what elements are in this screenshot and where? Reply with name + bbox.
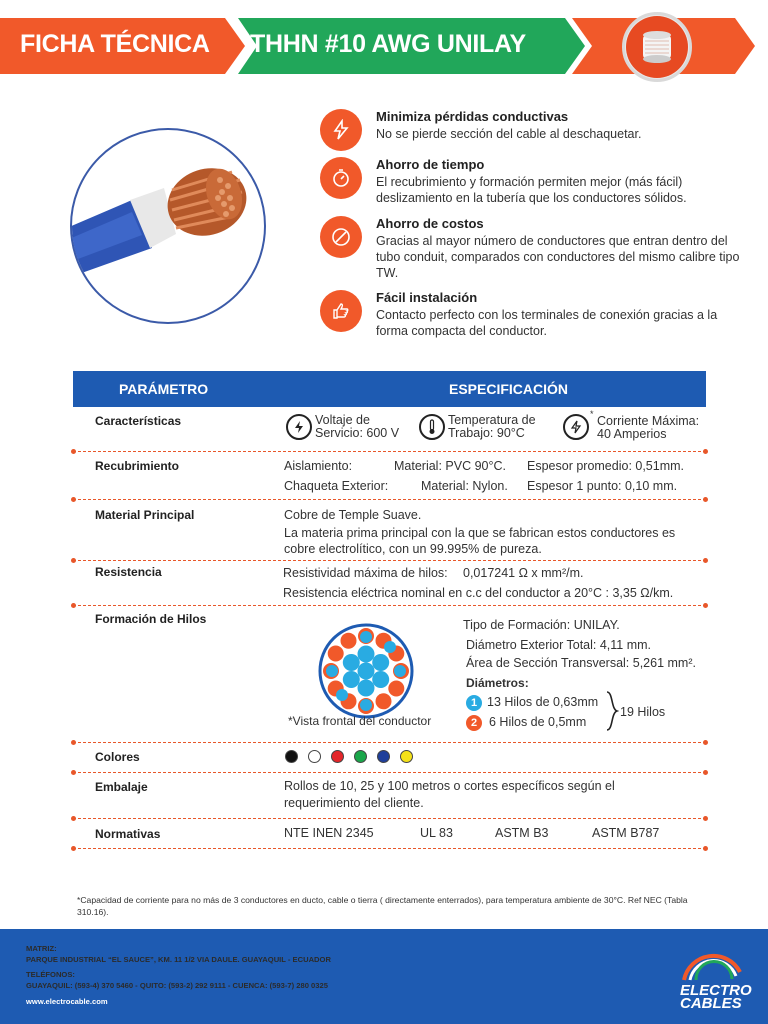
footer-telefonos: GUAYAQUIL: (593-4) 370 5460 - QUITO: (593-2) 292 9111 - CUENCA: (593-7) 280 0325 xyxy=(26,981,328,990)
conductor-cross-section xyxy=(318,623,414,719)
benefit-title: Fácil instalación xyxy=(376,290,478,305)
spec-diametros-title: Diámetros: xyxy=(466,676,529,690)
spec-material-line1: Cobre de Temple Suave. xyxy=(284,508,422,522)
spec-corriente-valor: 40 Amperios xyxy=(597,427,667,441)
benefit-text: Gracias al mayor número de conductores que entran dentro del tubo conduit, comparados con conductores del mismo calibre tipo TW. xyxy=(376,234,740,280)
lightning-icon xyxy=(320,109,362,151)
row-separator xyxy=(73,818,706,819)
spec-chaqueta-espesor: Espesor 1 punto: 0,10 mm. xyxy=(527,479,678,493)
benefit-item xyxy=(320,109,740,155)
spec-voltaje-valor: Servicio: 600 V xyxy=(315,426,400,440)
spec-area: Área de Sección Transversal: 5,261 mm². xyxy=(466,656,696,670)
electrocables-logo-icon xyxy=(680,942,744,982)
spec-material-line2: La materia prima principal con la que se fabrican estos conductores es xyxy=(284,526,676,540)
cable-image xyxy=(70,128,266,324)
spec-diametro: Diámetro Exterior Total: 4,11 mm. xyxy=(466,638,652,652)
benefit-item xyxy=(320,216,740,280)
stopwatch-icon xyxy=(320,157,362,199)
color-swatch-blue xyxy=(377,750,390,763)
row-label-formacion: Formación de Hilos xyxy=(95,612,207,626)
spec-chaqueta-material: Material: Nylon. xyxy=(421,479,508,493)
header-title-right: THHN #10 AWG UNILAY xyxy=(250,30,526,58)
spec-resistividad: Resistividad máxima de hilos: xyxy=(283,566,448,580)
row-separator xyxy=(73,499,706,500)
table-header xyxy=(73,371,706,407)
benefit-item xyxy=(320,157,740,203)
spec-chaqueta: Chaqueta Exterior: xyxy=(284,479,389,493)
column-header-especificacion: ESPECIFICACIÓN xyxy=(449,381,569,397)
brand-logo-text xyxy=(680,984,752,1010)
column-header-parametro: PARÁMETRO xyxy=(119,381,209,397)
spec-temperatura: Temperatura de xyxy=(448,413,536,427)
row-separator xyxy=(73,451,706,452)
footer xyxy=(0,929,768,1024)
color-swatch-yellow xyxy=(400,750,413,763)
row-label-normativas: Normativas xyxy=(95,827,161,841)
header-banner xyxy=(0,0,768,92)
row-separator xyxy=(73,560,706,561)
benefit-text: El recubrimiento y formación permiten mejor (más fácil) deslizamiento en la tubería que los conductores sólidos. xyxy=(376,175,687,205)
thermometer-icon xyxy=(419,414,445,440)
row-label-colores: Colores xyxy=(95,750,140,764)
benefit-text: Contacto perfecto con los terminales de conexión gracias a la forma compacta del conductor. xyxy=(376,308,718,338)
benefit-title: Ahorro de costos xyxy=(376,216,484,231)
strand-number-1: 1 xyxy=(466,695,482,711)
color-swatch-white xyxy=(308,750,321,763)
benefit-title: Ahorro de tiempo xyxy=(376,157,485,172)
spec-material-line3: cobre electrolítico, con un 99.995% de pureza. xyxy=(284,542,542,556)
benefit-text: No se pierde sección del cable al deschaquetar. xyxy=(376,127,642,141)
spec-voltaje: Voltaje de xyxy=(315,413,370,427)
row-separator xyxy=(73,605,706,606)
norma-inen: NTE INEN 2345 xyxy=(284,826,374,840)
row-separator xyxy=(73,772,706,773)
footer-matriz-address: PARQUE INDUSTRIAL “EL SAUCE”, KM. 11 1/2 VIA DAULE. GUAYAQUIL - ECUADOR xyxy=(26,955,331,964)
norma-astm-b3: ASTM B3 xyxy=(495,826,549,840)
strand-number-2: 2 xyxy=(466,715,482,731)
spec-embalaje-line2: requerimiento del cliente. xyxy=(284,796,424,810)
cable-reel-icon xyxy=(622,12,692,82)
row-label-caracteristicas: Características xyxy=(95,414,182,428)
benefit-title: Minimiza pérdidas conductivas xyxy=(376,109,569,124)
row-label-recubrimiento: Recubrimiento xyxy=(95,459,180,473)
spec-hilos-2: 6 Hilos de 0,5mm xyxy=(489,715,587,729)
spec-aislamiento-material: Material: PVC 90°C. xyxy=(394,459,506,473)
row-label-embalaje: Embalaje xyxy=(95,780,148,794)
norma-astm-b787: ASTM B787 xyxy=(592,826,660,840)
spec-tipo-formacion: Tipo de Formación: UNILAY. xyxy=(463,618,620,632)
row-label-resistencia: Resistencia xyxy=(95,565,162,579)
row-label-material: Material Principal xyxy=(95,508,195,522)
spec-aislamiento-espesor: Espesor promedio: 0,51mm. xyxy=(527,459,685,473)
row-separator xyxy=(73,742,706,743)
coin-icon xyxy=(320,216,362,258)
brand-logo-line1: ELECTRO xyxy=(680,982,752,999)
spec-corriente: Corriente Máxima: xyxy=(597,414,700,428)
conductor-caption: *Vista frontal del conductor xyxy=(288,714,432,728)
spec-resistencia-nominal: Resistencia eléctrica nominal en c.c del conductor a 20°C : 3,35 Ω/km. xyxy=(283,586,674,600)
asterisk: * xyxy=(590,409,594,419)
color-swatch-black xyxy=(285,750,298,763)
voltage-icon xyxy=(286,414,312,440)
color-swatch-red xyxy=(331,750,344,763)
footnote: *Capacidad de corriente para no más de 3 conductores en ducto, cable o tierra ( directamente enterrados), para temperatura ambiente de 30°C. Ref NEC (Tabla 310.16). xyxy=(77,895,688,917)
footer-matriz-label: MATRIZ: xyxy=(26,944,57,953)
norma-ul: UL 83 xyxy=(420,826,453,840)
spec-aislamiento: Aislamiento: xyxy=(284,459,353,473)
brand-logo-line2: CABLES xyxy=(680,995,742,1012)
spec-resistividad-valor: 0,017241 Ω x mm²/m. xyxy=(463,566,584,580)
brace-icon xyxy=(605,691,619,731)
footer-telefonos-label: TELÉFONOS: xyxy=(26,970,75,979)
spec-temperatura-valor: Trabajo: 90°C xyxy=(448,426,525,440)
row-separator xyxy=(73,848,706,849)
color-swatch-green xyxy=(354,750,367,763)
spec-total-hilos: 19 Hilos xyxy=(620,705,666,719)
spec-embalaje-line1: Rollos de 10, 25 y 100 metros o cortes específicos según el xyxy=(284,779,615,793)
benefit-item xyxy=(320,290,740,336)
spec-hilos-1: 13 Hilos de 0,63mm xyxy=(487,695,599,709)
header-title-left: FICHA TÉCNICA xyxy=(20,30,210,58)
current-icon xyxy=(563,414,589,440)
footer-website-link[interactable]: www.electrocable.com xyxy=(26,997,108,1006)
thumbs-up-icon xyxy=(320,290,362,332)
